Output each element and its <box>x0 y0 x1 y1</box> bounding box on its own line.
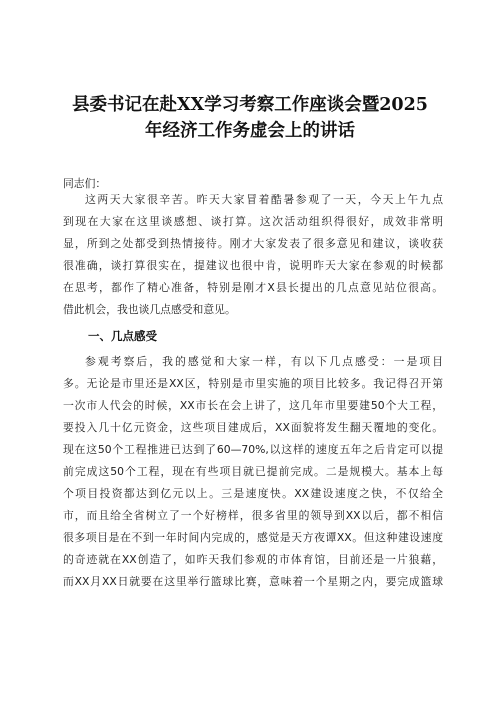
paragraph-2-line: 很多项目是在不到一年时间内完成的，感觉是天方夜谭XX。但这种建设速度 <box>63 531 443 544</box>
paragraph-2-line: 而XX月XX日就要在这里举行篮球比赛，意味着一个星期之内，要完成篮球 <box>63 575 443 588</box>
salutation: 同志们： <box>63 177 107 190</box>
paragraph-1-line: 显，所到之处都受到热情接待。刚才大家发表了很多意见和建议，谈收获 <box>63 237 443 250</box>
paragraph-2-line: 多。无论是市里还是XX区，特别是市里实施的项目比较多。我记得召开第 <box>63 377 443 390</box>
paragraph-2-line: 参观考察后，我的感觉和大家一样，有以下几点感受：一是项目 <box>85 355 443 368</box>
paragraph-2-line: 一次市人代会的时候，XX市长在会上讲了，这几年市里要建50个大工程， <box>63 399 443 412</box>
paragraph-2-line: 前完成这50个工程，现在有些项目就已提前完成。二是规模大。基本上每 <box>63 465 443 478</box>
document-title-line-2: 年经济工作务虚会上的讲话 <box>145 121 355 141</box>
document-title-line-1: 县委书记在赴XX学习考察工作座谈会暨2025 <box>72 95 428 115</box>
section-heading: 一、几点感受 <box>88 329 157 343</box>
paragraph-2-line: 要投入几十亿元资金，这些项目建成后，XX面貌将发生翻天覆地的变化。 <box>63 421 443 434</box>
paragraph-1-line: 在思考，都作了精心准备，特别是刚才X县长提出的几点意见站位很高。 <box>63 281 443 294</box>
paragraph-1-line: 到现在大家在这里谈感想、谈打算。这次活动组织得很好，成效非常明 <box>63 215 443 228</box>
paragraph-2-line: 个项目投资都达到亿元以上。三是速度快。XX建设速度之快，不仅给全 <box>63 487 443 500</box>
paragraph-1-line: 借此机会，我也谈几点感受和意见。 <box>63 303 236 316</box>
paragraph-1-line: 这两天大家很辛苦。昨天大家冒着酷暑参观了一天，今天上午九点 <box>85 193 443 206</box>
paragraph-2-line: 现在这50个工程推进已达到了60—70%,以这样的速度五年之后肯定可以提 <box>63 443 443 456</box>
paragraph-2-line: 的奇迹就在XX创造了，如昨天我们参观的市体育馆，目前还是一片狼藉， <box>63 553 443 566</box>
paragraph-2-line: 市，而且给全省树立了一个好榜样，很多省里的领导到XX以后，都不相信 <box>63 509 443 522</box>
paragraph-1-line: 很准确，谈打算很实在，提建议也很中肯，说明昨天大家在参观的时候都 <box>63 259 443 272</box>
